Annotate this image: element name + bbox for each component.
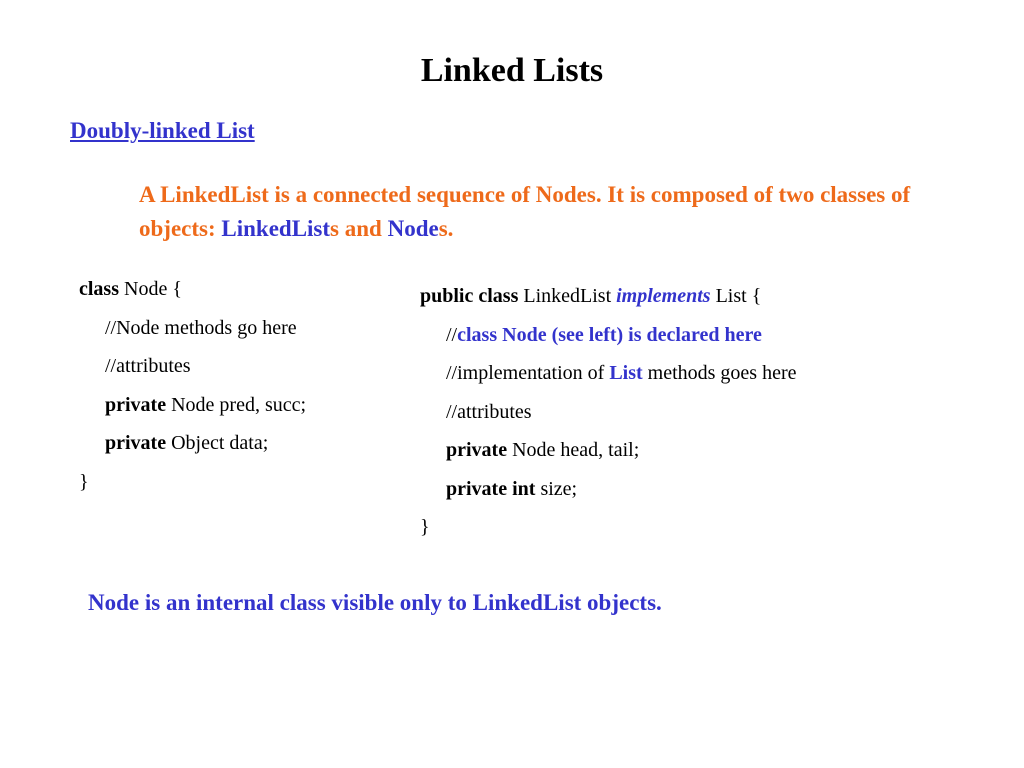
- code-comment: //implementation of: [446, 362, 610, 384]
- code-line: [420, 354, 797, 393]
- code-line: [79, 309, 306, 348]
- code-comment: //attributes: [105, 355, 191, 377]
- intro-node-term: Node: [387, 216, 439, 241]
- keyword: private int: [446, 477, 536, 500]
- code-line: [79, 463, 306, 502]
- code-comment: //Node methods go here: [105, 316, 297, 339]
- code-text: Object data;: [166, 432, 269, 454]
- highlighted-comment: class Node (see left) is declared here: [457, 323, 762, 346]
- code-comment: //: [446, 323, 458, 346]
- keyword: public class: [420, 285, 519, 307]
- intro-text-3: s and: [330, 216, 388, 241]
- closing-brace: }: [79, 470, 89, 493]
- list-term: List: [609, 362, 643, 384]
- intro-text-5: s.: [438, 216, 454, 241]
- intro-linkedlist-term: LinkedList: [221, 216, 331, 241]
- node-class-code: [79, 270, 306, 501]
- code-text: size;: [535, 477, 578, 500]
- intro-text-1: A LinkedList is a connected sequence of Nodes. It is composed of two classes of objects:: [139, 182, 911, 241]
- intro-paragraph: [139, 178, 959, 246]
- code-text: Node pred, succ;: [166, 393, 307, 416]
- code-text: List {: [710, 285, 762, 307]
- code-text: LinkedList: [518, 285, 617, 307]
- code-line: [420, 316, 797, 355]
- code-comment: //attributes: [446, 400, 532, 423]
- code-line: [420, 431, 797, 470]
- section-heading: Doubly-linked List: [70, 118, 255, 143]
- code-line: [79, 386, 306, 425]
- keyword: class: [79, 278, 119, 300]
- linkedlist-class-code: [420, 277, 797, 547]
- keyword-implements: implements: [616, 285, 711, 307]
- slide-title: Linked Lists: [420, 52, 604, 89]
- footer-note: Node is an internal class visible only to LinkedList objects.: [88, 590, 662, 615]
- code-line: [79, 424, 306, 463]
- keyword: private: [446, 439, 508, 461]
- keyword: private: [105, 432, 167, 454]
- code-line: [79, 270, 306, 309]
- code-text: Node head, tail;: [507, 439, 640, 461]
- code-line: [420, 470, 797, 509]
- code-line: [79, 347, 306, 386]
- keyword: private: [105, 393, 167, 416]
- closing-brace: }: [420, 516, 430, 538]
- code-line: [420, 393, 797, 432]
- code-comment: methods goes here: [642, 362, 797, 384]
- code-text: Node {: [119, 278, 182, 300]
- code-line: [420, 508, 797, 547]
- code-line: [420, 277, 797, 316]
